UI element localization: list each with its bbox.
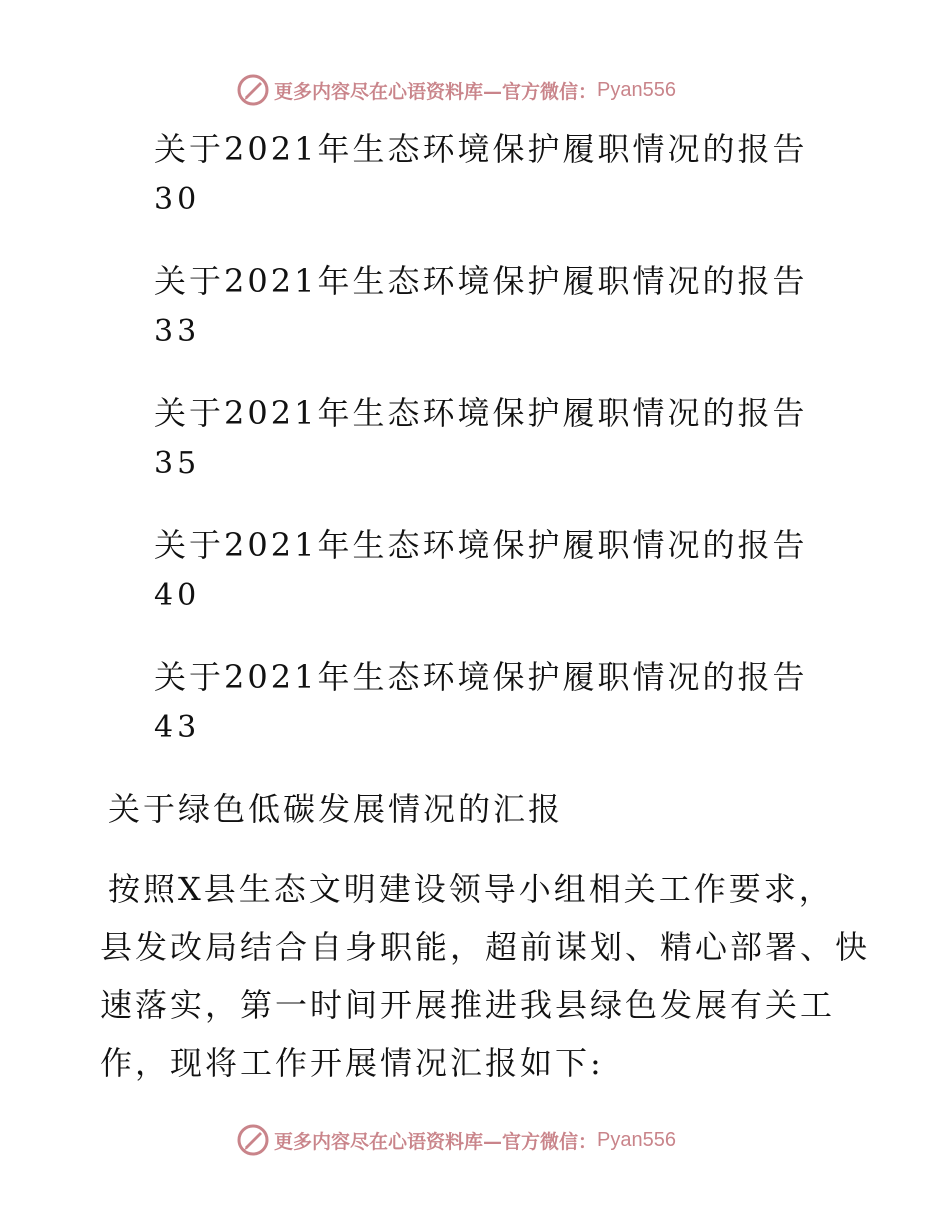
watermark-wechat-id: Pyan556 — [597, 1128, 676, 1151]
watermark-text: 更多内容尽在心语资料库—官方微信： — [274, 1130, 598, 1153]
watermark-footer — [236, 1122, 676, 1158]
quill-logo-icon — [236, 73, 270, 107]
toc-entry-page: 30 — [154, 182, 201, 217]
watermark-header — [236, 72, 676, 108]
watermark-text: 更多内容尽在心语资料库—官方微信： — [274, 80, 598, 103]
quill-logo-icon — [236, 1123, 270, 1157]
paragraph-line: 速落实，第一时间开展推进我县绿色发展有关工 — [100, 986, 836, 1024]
toc-entry-title: 关于2021年生态环境保护履职情况的报告 — [154, 262, 808, 300]
paragraph-line: 作，现将工作开展情况汇报如下: — [100, 1044, 604, 1082]
toc-entry[interactable] — [154, 390, 834, 522]
toc-entry-page: 35 — [154, 446, 201, 481]
toc-entry[interactable] — [154, 522, 834, 654]
toc-entry-title: 关于2021年生态环境保护履职情况的报告 — [154, 658, 808, 696]
toc-entry[interactable] — [154, 126, 834, 258]
table-of-contents — [154, 126, 834, 786]
toc-entry[interactable] — [154, 654, 834, 786]
toc-entry-page: 33 — [154, 314, 201, 349]
paragraph-line: 按照X县生态文明建设领导小组相关工作要求， — [108, 870, 834, 908]
toc-entry-title: 关于2021年生态环境保护履职情况的报告 — [154, 526, 808, 564]
toc-entry-page: 43 — [154, 710, 201, 745]
body-paragraph — [100, 860, 871, 1092]
section-title: 关于绿色低碳发展情况的汇报 — [108, 790, 564, 828]
toc-entry-title: 关于2021年生态环境保护履职情况的报告 — [154, 130, 808, 168]
paragraph-line: 县发改局结合自身职能，超前谋划、精心部署、快 — [100, 928, 871, 966]
toc-entry-title: 关于2021年生态环境保护履职情况的报告 — [154, 394, 808, 432]
toc-entry[interactable] — [154, 258, 834, 390]
watermark-wechat-id: Pyan556 — [597, 78, 676, 101]
toc-entry-page: 40 — [154, 578, 201, 613]
